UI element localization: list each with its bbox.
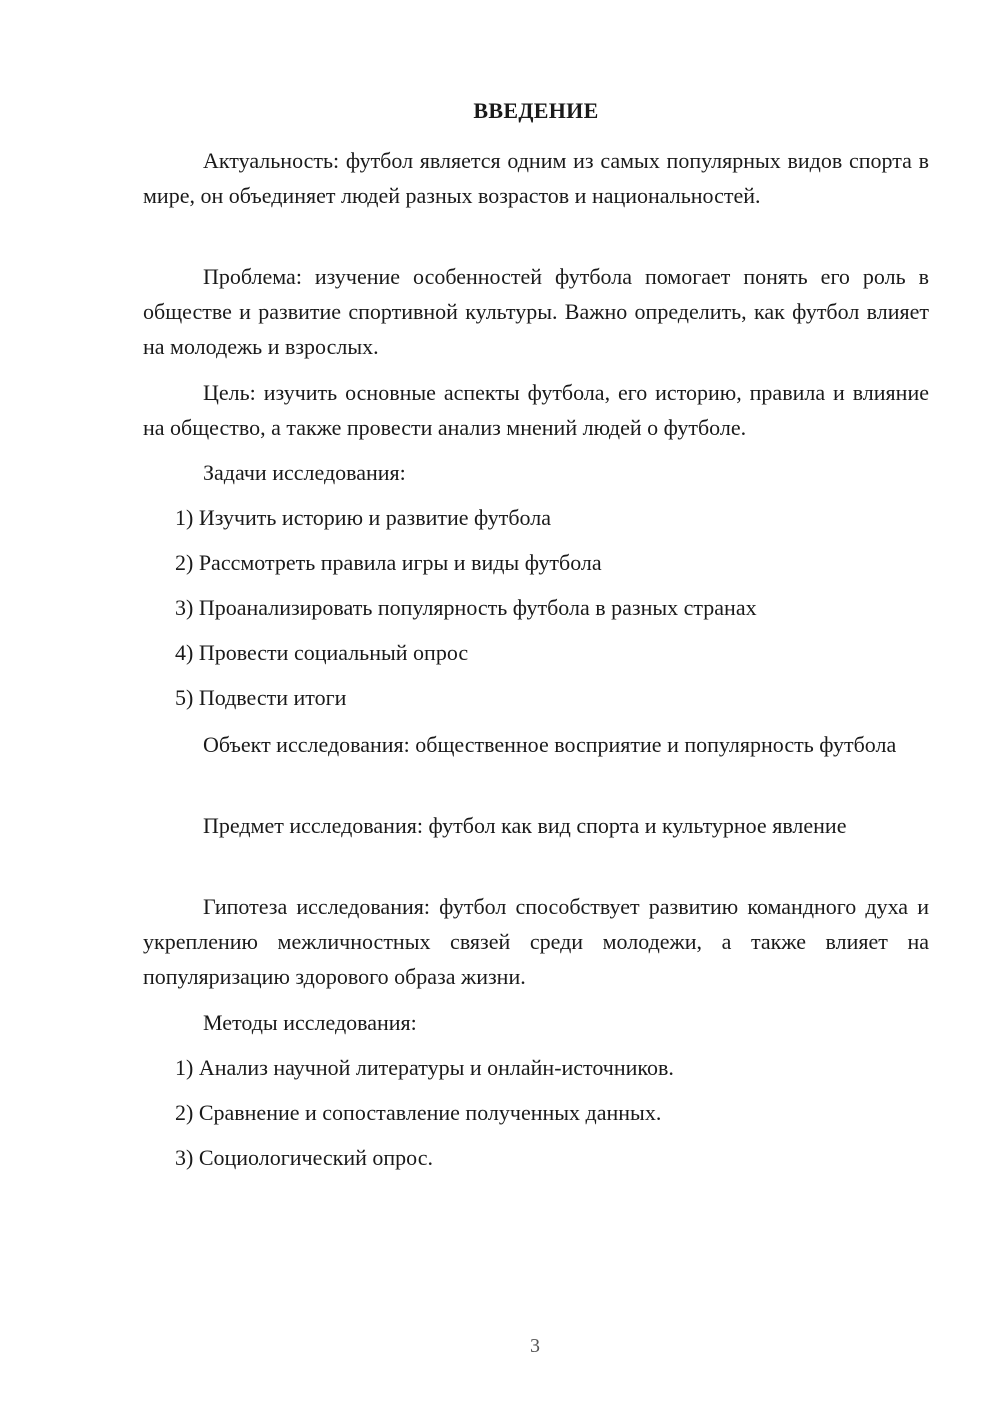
task-item: 5) Подвести итоги: [175, 685, 347, 710]
task-item: 4) Провести социальный опрос: [175, 640, 469, 665]
problem-paragraph: Проблема: изучение особенностей футбола помогает понять его роль в обществе и развитие спортивной культуры. Важно определить, как футбол влияет на молодежь и взрослых.: [143, 264, 929, 359]
tasks-heading: Задачи исследования:: [203, 460, 406, 485]
relevance-paragraph: Актуальность: футбол является одним из самых популярных видов спорта в мире, он объединяет людей разных возрастов и национальностей.: [143, 148, 929, 208]
methods-heading: Методы исследования:: [203, 1010, 417, 1035]
subject-paragraph: Предмет исследования: футбол как вид спорта и культурное явление: [203, 813, 847, 838]
method-item: 3) Социологический опрос.: [175, 1145, 433, 1170]
method-item: 2) Сравнение и сопоставление полученных данных.: [175, 1100, 662, 1125]
task-item: 1) Изучить историю и развитие футбола: [175, 505, 552, 530]
section-title: ВВЕДЕНИЕ: [473, 98, 599, 123]
goal-paragraph: Цель: изучить основные аспекты футбола, его историю, правила и влияние на общество, а также провести анализ мнений людей о футболе.: [143, 380, 929, 440]
object-paragraph: Объект исследования: общественное восприятие и популярность футбола: [203, 732, 897, 757]
method-item: 1) Анализ научной литературы и онлайн-источников.: [175, 1055, 674, 1080]
hypothesis-paragraph: Гипотеза исследования: футбол способствует развитию командного духа и укреплению межличностных связей среди молодежи, а также влияет на популяризацию здорового образа жизни.: [143, 894, 929, 989]
page-number: 3: [530, 1335, 540, 1357]
task-item: 3) Проанализировать популярность футбола в разных странах: [175, 595, 757, 620]
task-item: 2) Рассмотреть правила игры и виды футбола: [175, 550, 602, 575]
